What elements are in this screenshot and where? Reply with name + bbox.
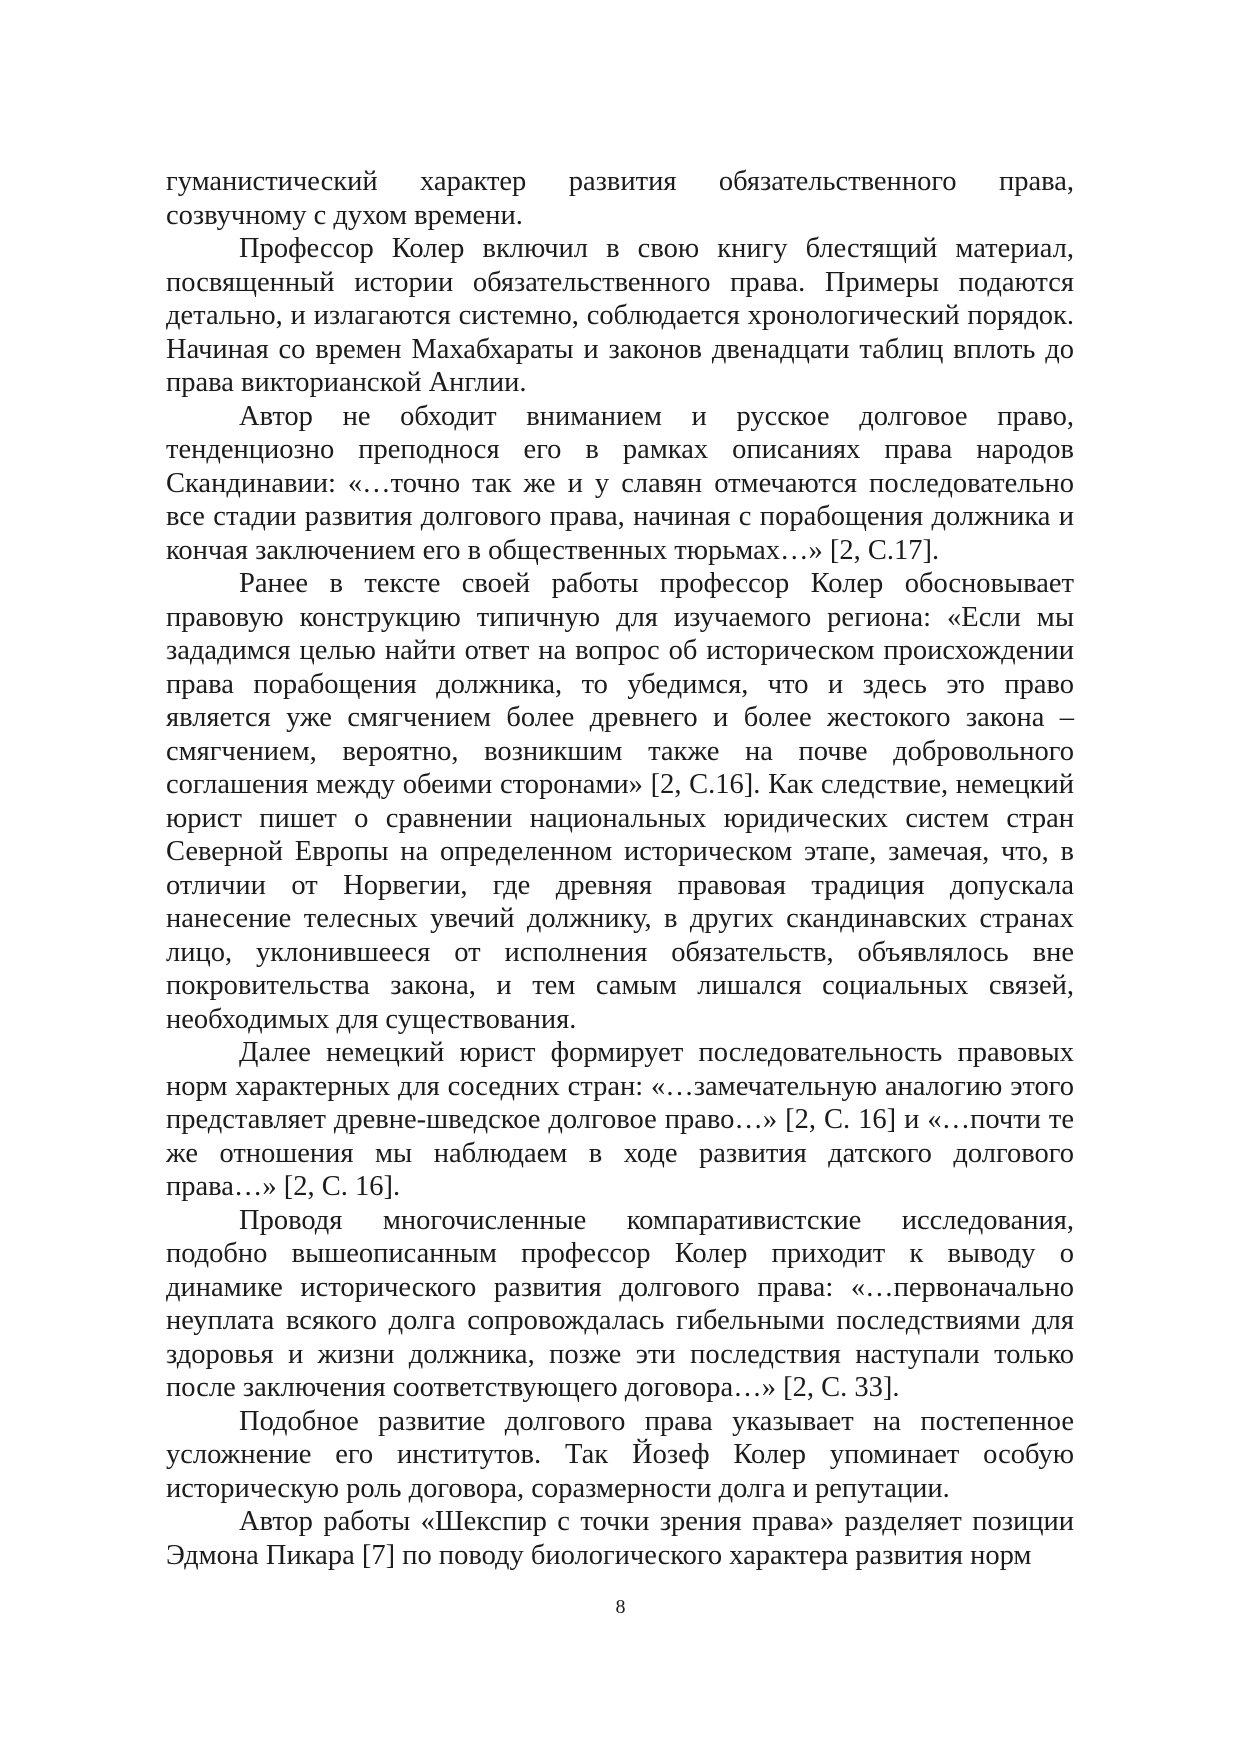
paragraph-7: Подобное развитие долгового права указывает на постепенное усложнение его институтов. Так Йозеф Колер упоминает особую историческую роль договора, соразмерности долга и репутации.	[166, 1405, 1074, 1504]
paragraph-2: Профессор Колер включил в свою книгу блестящий материал, посвященный истории обязательственного права. Примеры подаются детально, и излагаются системно, соблюдается хронологический порядок. Начиная со времен Махабхараты и законов двенадцати таблиц вплоть до права викторианской Англии.	[166, 233, 1074, 398]
paragraph-3: Автор не обходит вниманием и русское долговое право, тенденциозно преподнося его в рамках описаниях права народов Скандинавии: «…точно так же и у славян отмечаются последовательно все стадии развития долгового права, начиная с порабощения должника и кончая заключением его в общественных тюрьмах…» [2, С.17].	[166, 400, 1074, 566]
paragraph-4: Ранее в тексте своей работы профессор Колер обосновывает правовую конструкцию типичную для изучаемого региона: «Если мы зададимся целью найти ответ на вопрос об историческом происхождении права порабощения должника, то убедимся, что и здесь это право является уже смягчением более древнего и более жестокого закона – смягчением, вероятно, возникшим также на почве добровольного соглашения между обеими сторонами» [2, С.16]. Как следствие, немецкий юрист пишет о сравнении национальных юридических систем стран Северной Европы на определенном историческом этапе, замечая, что, в отличии от Норвегии, где древняя правовая традиция допускала нанесение телесных увечий должнику, в других скандинавских странах лицо, уклонившееся от исполнения обязательств, объявлялось вне покровительства закона, и тем самым лишался социальных связей, необходимых для существования.	[166, 568, 1074, 1035]
paragraph-5: Далее немецкий юрист формирует последовательность правовых норм характерных для соседних стран: «…замечательную аналогию этого представляет древне-шведское долговое право…» [2, С. 16] и «…почти те же отношения мы наблюдаем в ходе развития датского долгового права…» [2, С. 16].	[166, 1037, 1074, 1202]
paragraph-6: Проводя многочисленные компаративистские исследования, подобно вышеописанным профессор Колер приходит к выводу о динамике исторического развития долгового права: «…первоначально неуплата всякого долга сопровождалась гибельными последствиями для здоровья и жизни должника, позже эти последствия наступали только после заключения соответствующего договора…» [2, С. 33].	[166, 1204, 1074, 1403]
body-text	[166, 165, 1074, 1572]
paragraph-1: гуманистический характер развития обязательственного права, созвучному с духом времени.	[166, 166, 1074, 231]
page-number: 8	[615, 1596, 626, 1618]
paragraph-8: Автор работы «Шекспир с точки зрения права» разделяет позиции Эдмона Пикара [7] по поводу биологического характера развития норм	[166, 1506, 1074, 1571]
